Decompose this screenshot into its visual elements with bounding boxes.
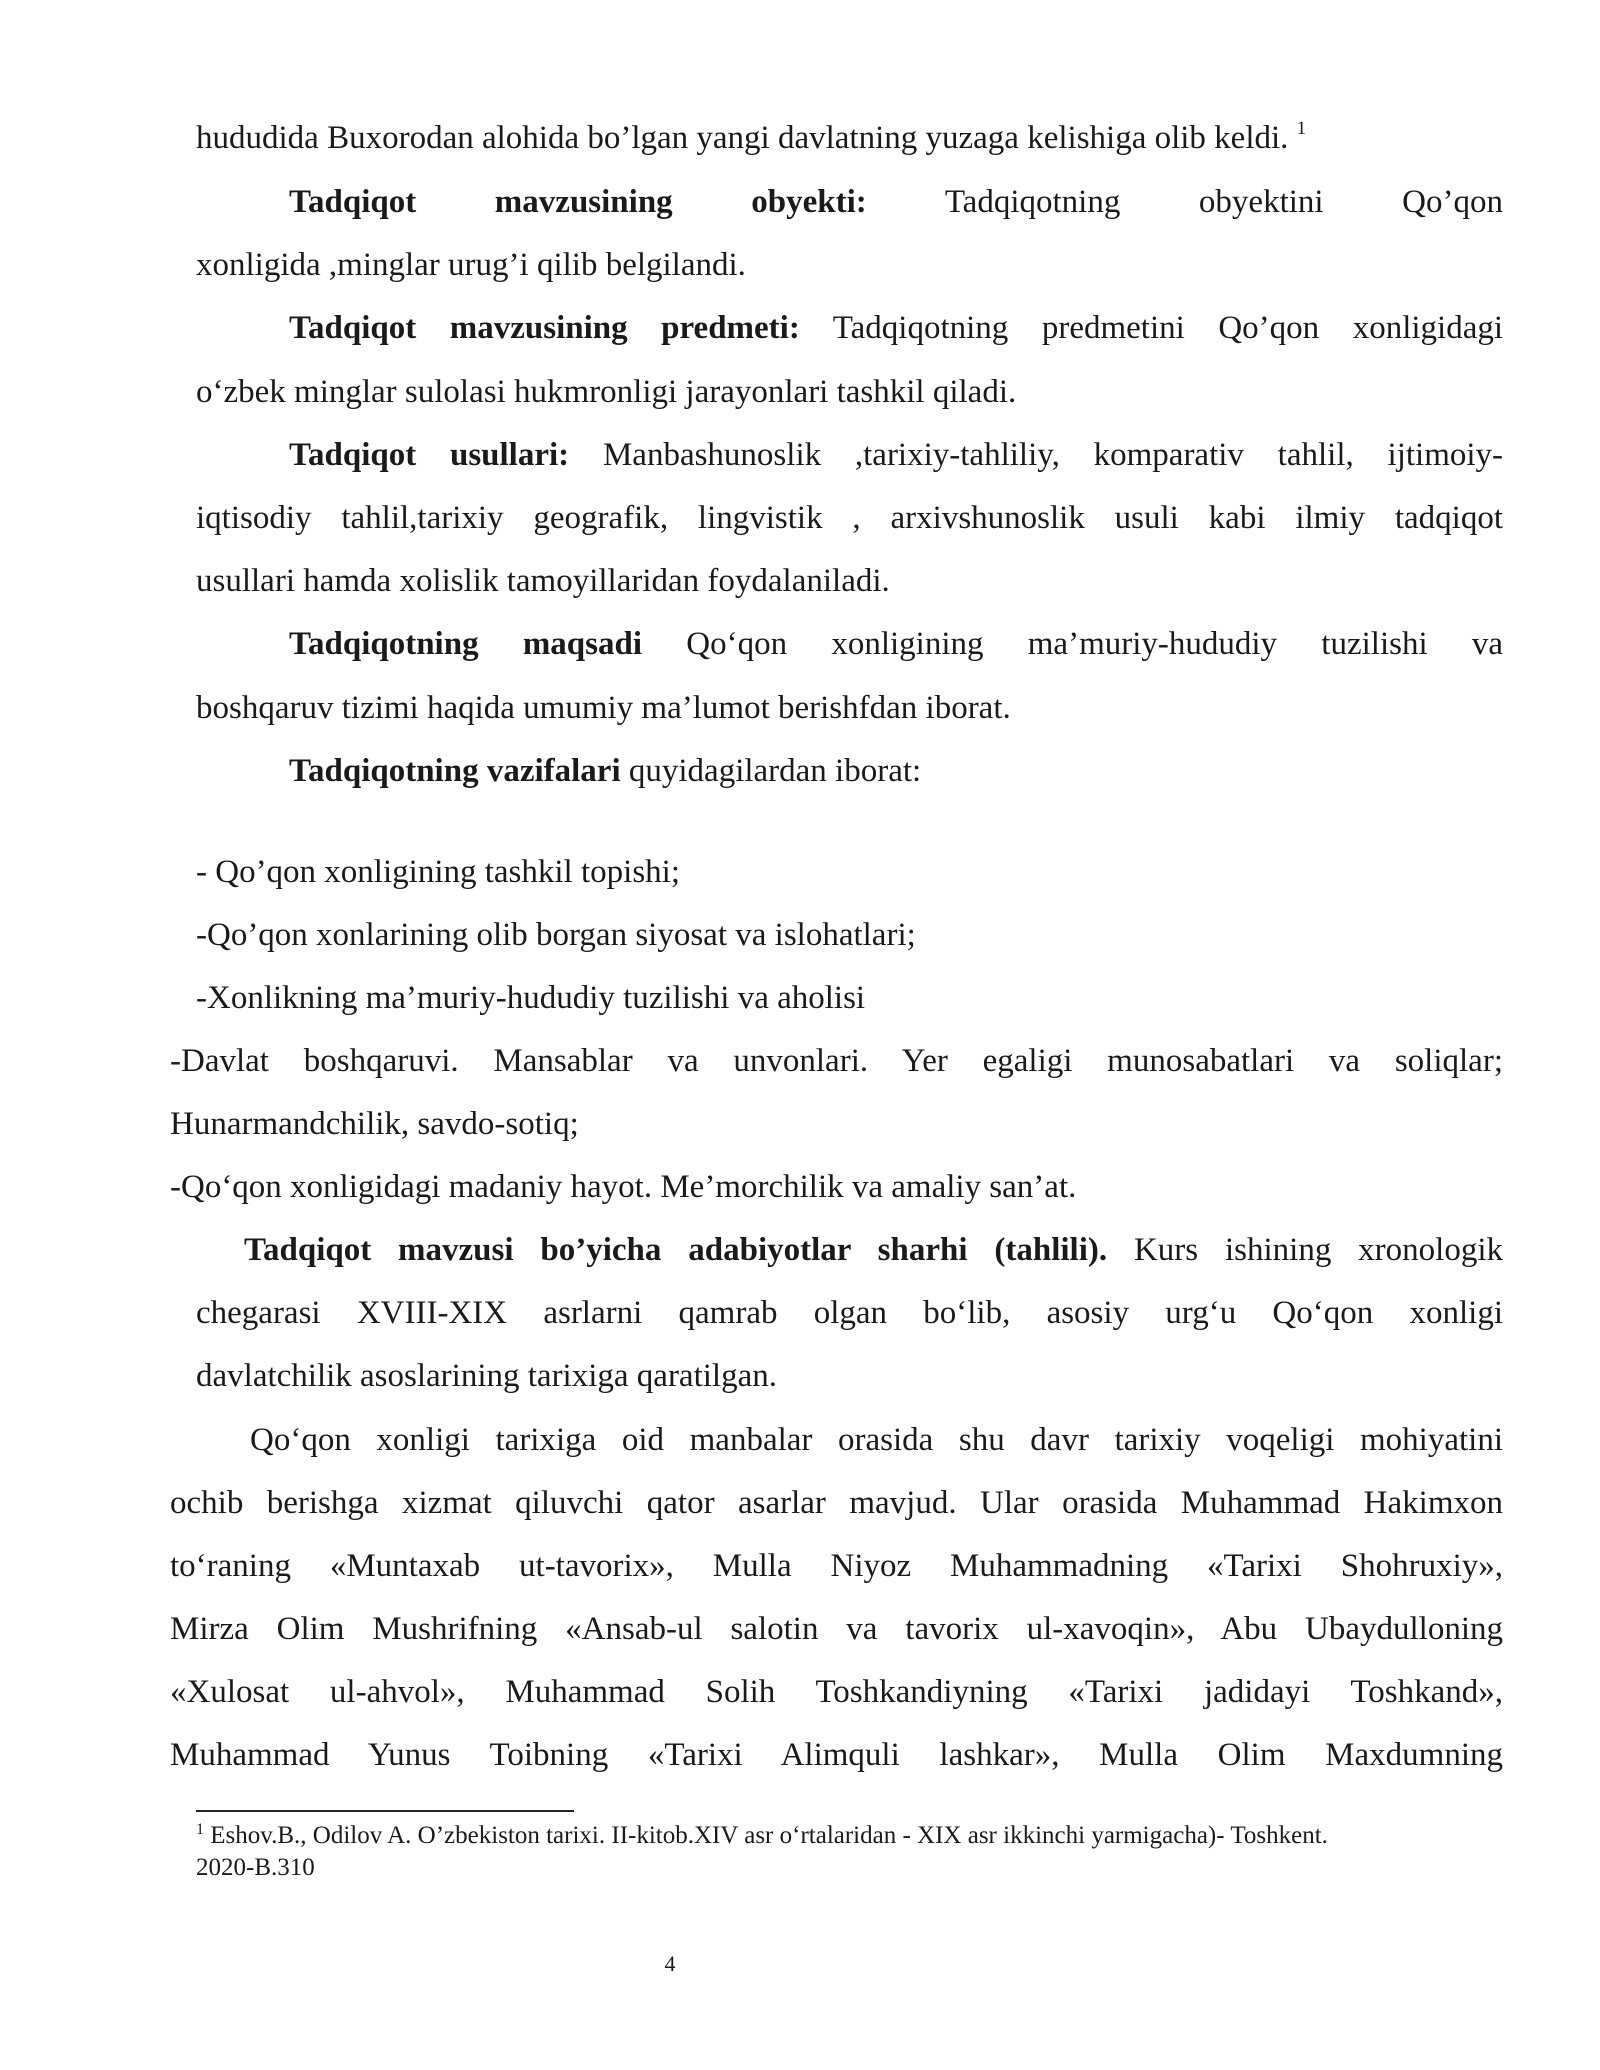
aim-heading: Tadqiqotning maqsadi — [289, 626, 643, 662]
text: quyidagilardan iborat: — [628, 753, 922, 789]
paragraph-line — [170, 1483, 1503, 1523]
subject-heading: Tadqiqot mavzusining predmeti: — [289, 310, 800, 346]
text: Muhammad Yunus Toibning «Tarixi Alimquli lashkar», Mulla Olim Maxdumning — [170, 1737, 1503, 1773]
footnote-separator — [196, 1810, 574, 1812]
paragraph-line — [196, 561, 890, 601]
text: to‘raning «Muntaxab ut-tavorix», Mulla Niyoz Muhammadning «Tarixi Shohruxiy», — [170, 1548, 1503, 1584]
text: «Xulosat ul-ahvol», Muhammad Solih Toshkandiyning «Tarixi jadidayi Toshkand», — [170, 1674, 1503, 1710]
paragraph-line — [196, 688, 1011, 728]
text: -Qo‘qon xonligidagi madaniy hayot. Me’morchilik va amaliy san’at. — [170, 1169, 1077, 1205]
text: Kurs ishining xronologik — [1133, 1232, 1503, 1268]
aim-line — [289, 624, 1503, 664]
text: boshqaruv tizimi haqida umumiy ma’lumot berishfdan iborat. — [196, 690, 1011, 726]
paragraph-line — [250, 1420, 1503, 1460]
paragraph-line — [170, 1735, 1503, 1775]
text: - Qo’qon xonligining tashkil topishi; — [196, 854, 680, 890]
page-number: 4 — [664, 1951, 676, 1976]
literature-heading: Tadqiqot mavzusi bo’yicha adabiyotlar sharhi (tahlili). — [244, 1232, 1108, 1268]
text: davlatchilik asoslarining tarixiga qaratilgan. — [196, 1358, 777, 1394]
text: hududida Buxorodan alohida bo’lgan yangi davlatning yuzaga kelishiga olib keldi. — [196, 120, 1289, 156]
text: -Davlat boshqaruvi. Mansablar va unvonlari. Yer egaligi munosabatlari va soliqlar; — [170, 1043, 1503, 1079]
object-heading: Tadqiqot mavzusining obyekti: — [289, 184, 867, 220]
paragraph-line — [196, 1293, 1503, 1333]
list-item — [196, 978, 865, 1018]
methods-line — [289, 435, 1503, 475]
list-item — [196, 852, 680, 892]
paragraph-line — [196, 118, 1306, 158]
text: -Xonlikning ma’muriy-hududiy tuzilishi va aholisi — [196, 980, 866, 1016]
list-item — [170, 1167, 1076, 1207]
methods-heading: Tadqiqot usullari: — [289, 437, 570, 473]
paragraph-line — [196, 245, 746, 285]
text: -Qo’qon xonlarining olib borgan siyosat va islohatlari; — [196, 917, 916, 953]
paragraph-line — [196, 498, 1503, 538]
text: Tadqiqotning obyektini Qo’qon — [944, 184, 1504, 220]
text: xonligida ,minglar urug’i qilib belgilandi. — [196, 247, 746, 283]
footnote-text: Eshov.B., Odilov A. O’zbekiston tarixi. II-kitob.XIV asr o‘rtalaridan - XIX asr ikkinchi yarmigacha)- Toshkent. — [210, 1822, 1328, 1849]
text: iqtisodiy tahlil,tarixiy geografik, lingvistik , arxivshunoslik usuli kabi ilmiy tadqiqot — [196, 500, 1503, 536]
footnote-reference[interactable]: 1 — [1296, 118, 1307, 139]
text: ochib berishga xizmat qiluvchi qator asarlar mavjud. Ular orasida Muhammad Hakimxon — [170, 1485, 1503, 1521]
footnote-text: 2020-B.310 — [196, 1854, 315, 1881]
footnote — [196, 1820, 1328, 1852]
text: chegarasi XVIII-XIX asrlarni qamrab olgan bo‘lib, asosiy urg‘u Qo‘qon xonligi — [196, 1295, 1503, 1331]
subject-line — [289, 308, 1503, 348]
list-item — [170, 1104, 579, 1144]
text: Qo‘qon xonligi tarixiga oid manbalar orasida shu davr tarixiy voqeligi mohiyatini — [250, 1422, 1503, 1458]
paragraph-line — [170, 1546, 1503, 1586]
text: Manbashunoslik ,tarixiy-tahliliy, komparativ tahlil, ijtimoiy- — [602, 437, 1504, 473]
paragraph-line — [170, 1672, 1503, 1712]
text: Hunarmandchilik, savdo-sotiq; — [170, 1106, 579, 1142]
paragraph-line — [196, 1356, 777, 1396]
text: Qo‘qon xonligining ma’muriy-hududiy tuzilishi va — [686, 626, 1504, 662]
literature-line — [244, 1230, 1503, 1270]
text: Tadqiqotning predmetini Qo’qon xonligidagi — [832, 310, 1504, 346]
text: o‘zbek minglar sulolasi hukmronligi jarayonlari tashkil qiladi. — [196, 374, 1017, 410]
paragraph-line — [196, 372, 1016, 412]
list-item — [196, 915, 916, 955]
tasks-line — [289, 751, 921, 791]
text: usullari hamda xolislik tamoyillaridan foydalaniladi. — [196, 563, 890, 599]
footnote-continuation — [196, 1852, 315, 1884]
footnote-mark: 1 — [196, 1821, 204, 1838]
paragraph-line — [170, 1609, 1503, 1649]
object-line — [289, 182, 1503, 222]
list-item — [170, 1041, 1503, 1081]
text: Mirza Olim Mushrifning «Ansab-ul salotin va tavorix ul-xavoqin», Abu Ubaydulloning — [170, 1611, 1503, 1647]
tasks-heading: Tadqiqotning vazifalari — [289, 753, 621, 789]
